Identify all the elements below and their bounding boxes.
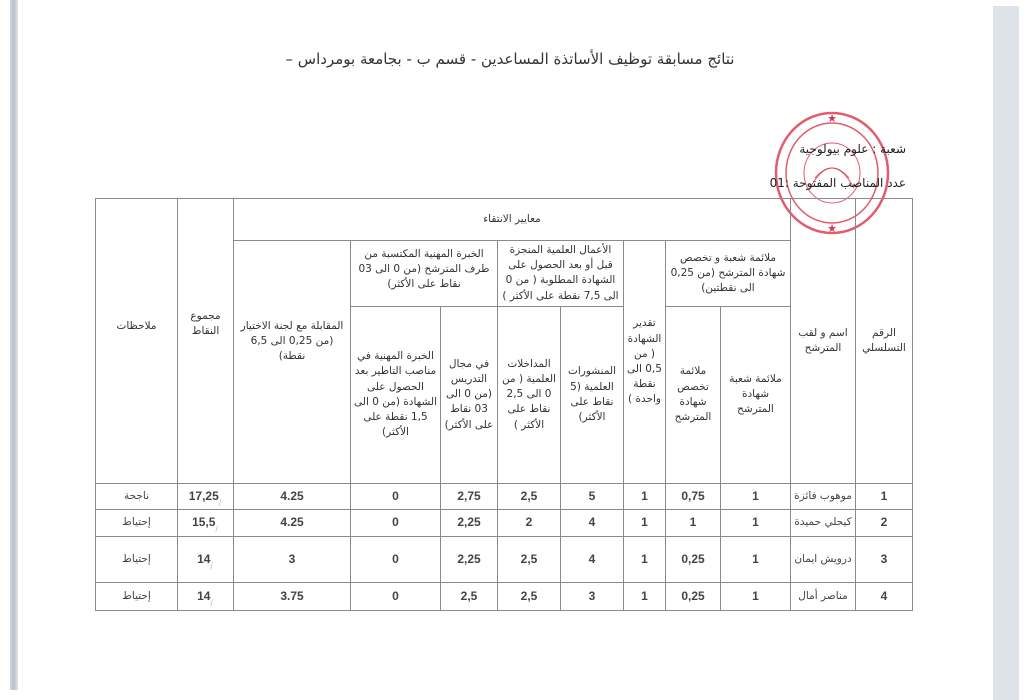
cell-degree-grade: 1 — [624, 582, 666, 610]
header-teaching: في مجال التدريس (من 0 الى 03 نقاط على الأكثر) — [441, 306, 498, 483]
table-row — [96, 509, 913, 536]
cell-notes: إحتياط — [96, 582, 178, 610]
cell-supervision: 0 — [351, 582, 441, 610]
cell-notes: إحتياط — [96, 509, 178, 536]
table-row — [96, 536, 913, 582]
cell-serial: 3 — [856, 536, 913, 582]
cell-relevance-specialty: 0,25 — [666, 536, 721, 582]
cell-serial: 1 — [856, 483, 913, 509]
cell-teaching: 2,5 — [441, 582, 498, 610]
total-value: 17,25 — [188, 488, 219, 503]
cell-serial: 4 — [856, 582, 913, 610]
cell-interview: 3 — [234, 536, 351, 582]
cell-name: مناصر أمال — [791, 582, 856, 610]
cell-publications: 3 — [561, 582, 624, 610]
header-publications: المنشورات العلمية (5 نقاط على الأكثر) — [561, 306, 624, 483]
cell-name: موهوب فائزة — [791, 483, 856, 509]
check-mark-icon: / — [215, 524, 218, 535]
cell-relevance-branch: 1 — [721, 483, 791, 509]
header-name: اسم و لقب المترشح — [791, 199, 856, 484]
cell-supervision: 0 — [351, 536, 441, 582]
header-criteria: معايير الانتقاء — [234, 199, 791, 241]
document-title: نتائج مسابقة توظيف الأساتذة المساعدين - قسم ب - بجامعة بومرداس – — [285, 50, 735, 68]
check-mark-icon: / — [218, 497, 222, 508]
cell-relevance-branch: 1 — [721, 536, 791, 582]
cell-relevance-specialty: 0,75 — [666, 483, 721, 509]
total-value: 15,5 — [192, 515, 216, 530]
cell-teaching: 2,25 — [441, 509, 498, 536]
cell-total — [178, 536, 234, 582]
header-total: مجموع النقاط — [178, 199, 234, 484]
cell-degree-grade: 1 — [624, 536, 666, 582]
cell-publications: 4 — [561, 509, 624, 536]
header-scientific-group: الأعمال العلمية المنجزة قبل أو بعد الحصول على الشهادة المطلوبة ( من 0 الى 7,5 نقطة على الأكثر ) — [498, 241, 624, 307]
cell-presentations: 2,5 — [498, 582, 561, 610]
header-supervision: الخبرة المهنية في مناصب التاطير بعد الحصول على الشهادة (من 0 الى 1,5 نقطة على الأكثر) — [351, 306, 441, 483]
cell-degree-grade: 1 — [624, 509, 666, 536]
cell-notes: إحتياط — [96, 536, 178, 582]
table-row — [96, 582, 913, 610]
scan-edge-right — [993, 6, 1019, 700]
header-row-1 — [96, 199, 913, 241]
header-degree-grade: تقدير الشهادة ( من 0,5 الى نقطة واحدة ) — [624, 241, 666, 484]
open-positions-label: عدد المناصب المفتوحة :01 — [769, 176, 906, 190]
header-relevance-branch: ملائمة شعبة شهادة المترشح — [721, 306, 791, 483]
cell-interview: 4.25 — [234, 483, 351, 509]
cell-presentations: 2,5 — [498, 483, 561, 509]
cell-supervision: 0 — [351, 509, 441, 536]
header-notes: ملاحظات — [96, 199, 178, 484]
total-value: 14 — [197, 588, 211, 603]
cell-total — [178, 582, 234, 610]
cell-name: درويش ايمان — [791, 536, 856, 582]
header-relevance-specialty: ملائمة تخصص شهادة المترشح — [666, 306, 721, 483]
cell-publications: 4 — [561, 536, 624, 582]
check-mark-icon: / — [210, 560, 213, 571]
cell-relevance-specialty: 1 — [666, 509, 721, 536]
header-serial: الرقم التسلسلي — [856, 199, 913, 484]
cell-total — [178, 509, 234, 536]
total-value: 14 — [197, 551, 211, 566]
cell-interview: 4.25 — [234, 509, 351, 536]
cell-relevance-branch: 1 — [721, 582, 791, 610]
cell-interview: 3.75 — [234, 582, 351, 610]
results-table — [95, 198, 913, 611]
cell-serial: 2 — [856, 509, 913, 536]
svg-text:★: ★ — [827, 222, 837, 235]
cell-teaching: 2,25 — [441, 536, 498, 582]
cell-presentations: 2,5 — [498, 536, 561, 582]
scan-edge-left — [10, 0, 18, 690]
table-row — [96, 483, 913, 509]
cell-degree-grade: 1 — [624, 483, 666, 509]
cell-supervision: 0 — [351, 483, 441, 509]
cell-publications: 5 — [561, 483, 624, 509]
cell-teaching: 2,75 — [441, 483, 498, 509]
header-interview: المقابلة مع لجنة الاختيار (من 0,25 الى 6,5 نقطة) — [234, 241, 351, 484]
check-mark-icon: / — [210, 597, 213, 608]
svg-text:★: ★ — [827, 112, 837, 125]
cell-notes: ناجحة — [96, 483, 178, 509]
header-experience-group: الخبرة المهنية المكتسبة من طرف المترشح (من 0 الى 03 نقاط على الأكثر) — [351, 241, 498, 307]
cell-relevance-specialty: 0,25 — [666, 582, 721, 610]
cell-total — [178, 483, 234, 509]
cell-name: كيحلي حميدة — [791, 509, 856, 536]
header-relevance-group: ملائمة شعبة و تخصص شهادة المترشح (من 0,25 الى نقطتين) — [666, 241, 791, 307]
header-presentations: المداخلات العلمية ( من 0 الى 2,5 نقاط على الأكثر ) — [498, 306, 561, 483]
branch-label: شعبة : علوم بيولوجية — [799, 142, 906, 156]
cell-relevance-branch: 1 — [721, 509, 791, 536]
cell-presentations: 2 — [498, 509, 561, 536]
